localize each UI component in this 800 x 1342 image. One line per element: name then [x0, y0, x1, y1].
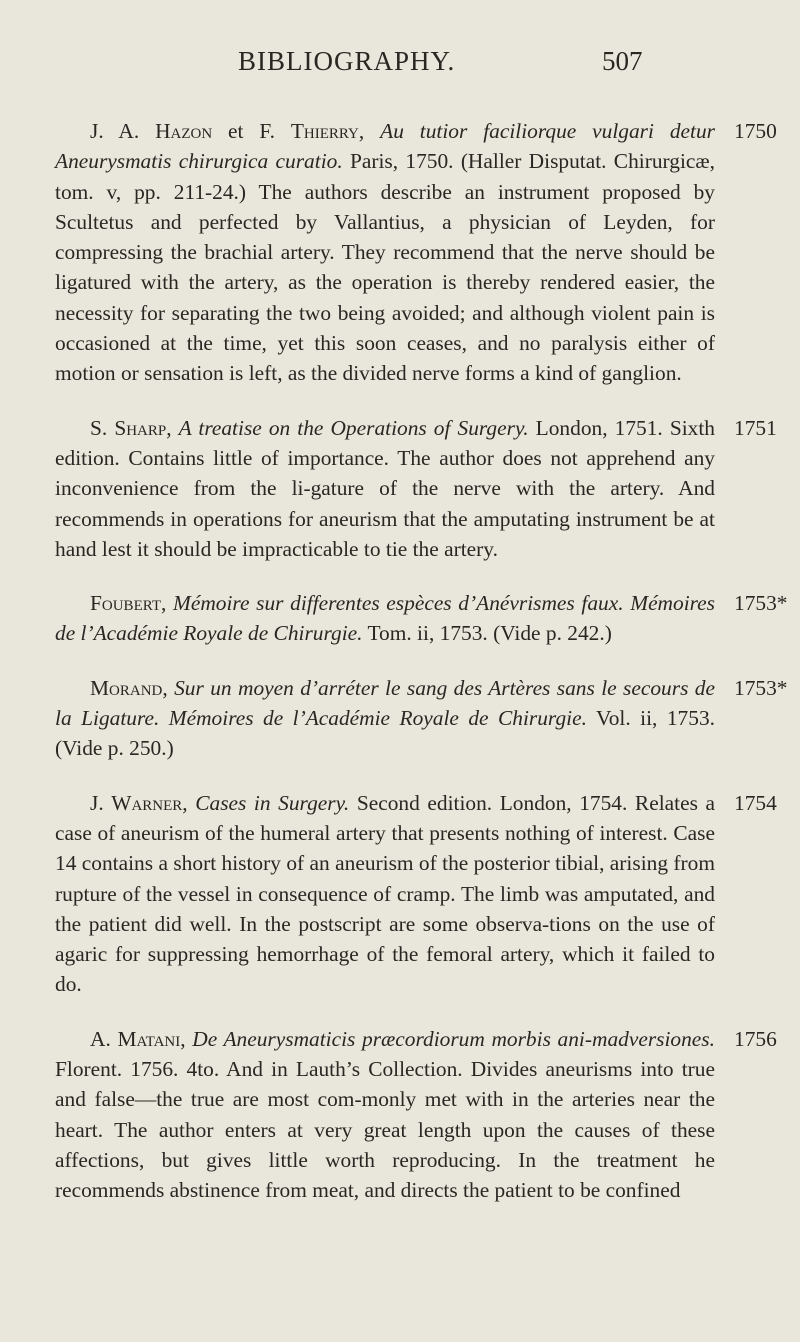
bibliography-entry	[55, 1024, 777, 1206]
bibliography-entry	[55, 788, 777, 1000]
bibliography-entry	[55, 588, 788, 649]
author-initials: A.	[90, 1026, 118, 1051]
entry-body: Vol. ii, 1753. (Vide p. 250.)	[55, 706, 715, 761]
entry-year: 1753*	[734, 591, 788, 616]
entry-year: 1751	[734, 415, 777, 440]
bibliography-entry	[55, 673, 788, 764]
entry-body: Florent. 1756. 4to. And in Lauth’s Collection. Divides aneurisms into true and false—the true are most com-monly met with in the arteries near the heart. The author enters at very great length upon the causes of these affections, but gives little worth reproducing. In the treatment he recommends abstinence from meat, and directs the patient to be confined	[55, 1057, 715, 1203]
author-name: Morand	[90, 675, 163, 700]
work-title: Cases in Surgery.	[195, 790, 350, 815]
author-initials: J. A.	[90, 119, 156, 143]
title-separator: ,	[166, 415, 179, 440]
author-name: Matani	[117, 1026, 181, 1051]
title-separator: ,	[180, 1026, 193, 1051]
entry-body: Paris, 1750. (Haller Disputat. Chirurgicæ, tom. v, pp. 211-24.) The authors describe an instrument proposed by Scultetus and perfected by Vallantius, a physician of Leyden, for compressing the brachial artery. They recommend that the nerve should be ligatured with the artery, as the operation is thereby rendered easier, the necessity for separating the two being avoided; and although violent pain is occasioned at the time, yet this soon ceases, and no paralysis either of motion or sensation is left, as the divided nerve forms a kind of ganglion.	[55, 149, 716, 386]
entry-body: Second edition. London, 1754. Relates a case of aneurism of the humeral artery that presents nothing of interest. Case 14 contains a short history of an aneurism of the posterior tibial, arising from rupture of the vessel in consequence of cramp. The limb was amputated, and the patient did well. In the postscript are some observa-tions on the use of agaric for suppressing hemorrhage of the femoral artery, which it failed to do.	[55, 790, 715, 997]
title-separator: ,	[182, 790, 196, 815]
author-initials: S.	[90, 415, 115, 440]
coauthor-name: Thierry	[290, 119, 359, 143]
entry-year: 1750	[734, 119, 777, 143]
bibliography-entry	[55, 116, 777, 389]
author-name: Warner	[111, 790, 183, 815]
entry-year: 1756	[734, 1026, 777, 1051]
work-title: A treatise on the Operations of Surgery.	[178, 415, 529, 440]
title-separator: ,	[162, 675, 175, 700]
title-separator: ,	[358, 119, 381, 143]
entry-year: 1753*	[734, 675, 788, 700]
author-name: Sharp	[114, 415, 167, 440]
bibliography-entries	[55, 116, 788, 1206]
bibliography-entry	[55, 413, 777, 564]
author-name: Foubert	[90, 591, 161, 616]
work-title: Mémoire sur differentes espèces d’Anévrismes faux. Mémoires de l’Académie Royale de Chirurgie.	[55, 591, 715, 646]
running-title: BIBLIOGRAPHY.	[238, 46, 456, 76]
title-separator: ,	[161, 591, 174, 616]
page-header	[0, 46, 800, 86]
author-name: Hazon	[155, 119, 213, 143]
author-connector: et F.	[212, 119, 291, 143]
entry-body: London, 1751. Sixth edition. Contains little of importance. The author does not apprehend any inconvenience from the li-gature of the nerve with the artery. And recommends in operations for aneurism that the amputating instrument be at hand lest it should be impracticable to tie the artery.	[55, 415, 715, 561]
author-initials: J.	[90, 790, 112, 815]
entry-body: Tom. ii, 1753. (Vide p. 242.)	[362, 621, 612, 646]
page-number: 507	[602, 46, 643, 76]
work-title: De Aneurysmaticis præcordiorum morbis ani-madversiones.	[192, 1026, 715, 1051]
work-title: Au tutior faciliorque vulgari detur Aneurysmatis chirurgica curatio.	[55, 119, 715, 174]
work-title: Sur un moyen d’arréter le sang des Artères sans le secours de la Ligature. Mémoires de l’Académie Royale de Chirurgie.	[55, 675, 715, 731]
entry-year: 1754	[734, 790, 777, 815]
